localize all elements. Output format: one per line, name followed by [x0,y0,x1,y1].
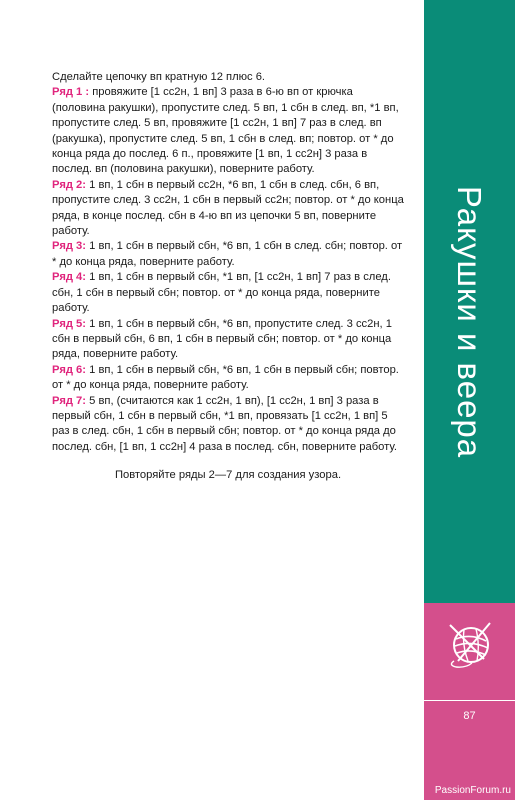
rows-list [52,85,404,455]
page-number: 87 [463,710,476,722]
sidebar-divider [424,700,515,701]
yarn-ball-icon [444,615,498,669]
repeat-note: Повторяйте ряды 2—7 для создания узора. [114,469,342,482]
chapter-sidebar [424,0,515,800]
row-instruction [52,270,404,316]
row-text: 1 вп, 1 сбн в первый сс2н, *6 вп, 1 сбн в след. сбн, 6 вп, пропустите след. 3 сс2н, 1 сбн в первый сс2н; повтор. от * до конца ряда, в конце послед. сбн в 4-ю вп из цепочки 5 вп, поверните работу. [52,178,404,238]
instructions-text [52,70,404,484]
row-text: 1 вп, 1 сбн в первый сбн, *1 вп, [1 сс2н, 1 вп] 7 раз в след. сбн, 1 сбн в первый сбн; повтор. от * до конца ряда, поверните работу. [52,271,391,315]
row-instruction [52,394,404,456]
row-instruction [52,85,404,177]
row-label: Ряд 2: [52,178,86,191]
row-text: 1 вп, 1 сбн в первый сбн, *6 вп, 1 сбн в первый сбн; повтор. от * до конца ряда, поверните работу. [52,363,399,392]
row-text: 1 вп, 1 сбн в первый сбн, *6 вп, пропустите след. 3 сс2н, 1 сбн в первый сбн, 6 вп, 1 сбн в первый сбн; повтор. от * до конца ряда, поверните работу. [52,317,392,361]
row-label: Ряд 4: [52,271,86,284]
row-label: Ряд 3: [52,240,86,253]
intro-text: Сделайте цепочку вп кратную 12 плюс 6. [52,71,266,83]
sidebar-teal-band [424,0,515,603]
chapter-title: Ракушки и веера [451,185,488,459]
row-label: Ряд 5: [52,317,86,330]
row-instruction [52,239,404,270]
row-instruction [52,363,404,394]
row-instruction [52,317,404,363]
row-label: Ряд 1 : [52,86,90,99]
row-instruction [52,178,404,240]
row-label: Ряд 6: [52,363,86,376]
row-label: Ряд 7: [52,394,86,407]
row-text: провяжите [1 сс2н, 1 вп] 3 раза в 6-ю вп от крючка (половина ракушки), пропустите след. 5 вп, 1 сбн в след. вп, *1 вп, пропустите след. 5 вп, провяжите [1 сс2н, 1 вп] 7 раз в след. вп (ракушка), пропустите след. 5 вп, 1 сбн в след. вп; повтор. от * до конца ряда до послед. 6 п., провяжите [1 вп, 1 сс2н] 3 раза в послед. вп (половина ракушки), поверните работу. [52,86,399,176]
watermark-text: PassionForum.ru [434,785,511,796]
row-text: 1 вп, 1 сбн в первый сбн, *6 вп, 1 сбн в след. сбн; повтор. от * до конца ряда, поверните работу. [52,240,403,268]
row-text: 5 вп, (считаются как 1 сс2н, 1 вп), [1 сс2н, 1 вп] 3 раза в первый сбн, 1 сбн в первый сбн, *1 вп, провязать [1 сс2н, 1 вп] 5 раз в след. сбн, 1 сбн в первый сбн; повтор. от * до конца ряда до послед. сбн, [1 вп, 1 сс2н] 4 раза в послед. сбн, поверните работу. [52,394,397,453]
